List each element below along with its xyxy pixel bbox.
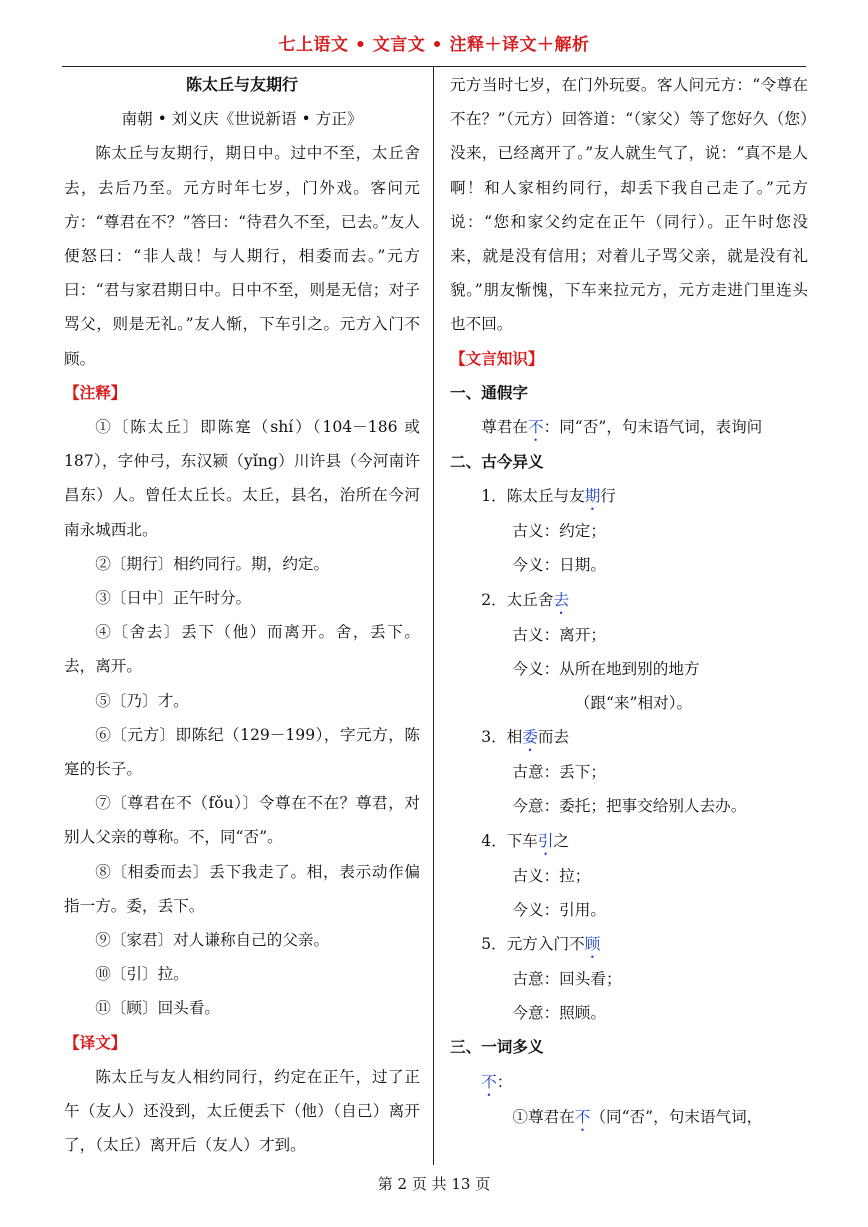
column-divider [433,67,434,1165]
notes-heading: 【注释】 [64,382,127,402]
note-item: ⑦〔尊君在不（fǒu）〕令尊在不在？尊君，对别人父亲的尊称。不，同“否”。 [64,794,420,847]
emphasized-char: 引 [537,831,554,850]
modern-meaning: 今义：引用。 [512,900,606,919]
emphasized-char: 去 [553,590,570,609]
modern-meaning-extra: （跟“来”相对）。 [574,694,693,713]
emphasized-char: 委 [522,728,538,747]
note-item: ⑧〔相委而去〕丢下我走了。相，表示动作偏指一方。委，丢下。 [64,862,420,915]
modern-meaning: 今义：从所在地到别的地方 [512,659,700,678]
original-text: 陈太丘与友期行，期日中。过中不至，太丘舍去，去后乃至。元方时年七岁，门外戏。客问元方：“尊君在不？”答曰：“待君久不至，已去。”友人便怒曰：“非人哉！与人期行，相委而去。”元方曰：“君与家君期日中。日中不至，则是无信；对子骂父，则是无礼。”友人惭，下车引之。元方入门不顾。 [64,144,420,368]
gujin-item: 4．下车引之 [481,831,570,850]
note-item: ②〔期行〕相约同行。期，约定。 [95,554,330,573]
header-rule [62,66,806,67]
translation-text: 陈太丘与友人相约同行，约定在正午，过了正午（友人）还没到，太丘便丢下（他）（自己）离开了，（太丘）离开后（友人）才到。 [64,1067,420,1155]
emphasized-char: 不 [481,1072,497,1091]
ancient-meaning: 古义：约定； [512,522,606,541]
note-item: ③〔日中〕正午时分。 [95,589,252,608]
note-item: ⑥〔元方〕即陈纪（129－199），字元方，陈寔的长子。 [64,725,420,779]
note-item: ⑪〔顾〕回头看。 [95,999,220,1018]
note-item: ①〔陈太丘〕即陈寔（shí）（104－186 或 187），字仲弓，东汉颍（yǐng）川许县（今河南许昌东）人。曾任太丘长。太丘，县名，治所在今河南永城西北。 [64,418,420,539]
translation-continued: 元方当时七岁，在门外玩耍。客人问元方：“令尊在不在？”（元方）回答道：“（家父）等了您好久（您）没来，已经离开了。”友人就生气了，说：“真不是人啊！和人家相约同行，却丢下我自己走了。”元方说：“您和家父约定在正午（同行）。正午时您没来，就是没有信用；对着儿子骂父亲，就是没有礼貌。”朋友惭愧，下车来拉元方，元方走进门里连头也不回。 [450,76,808,334]
gujin-item: 5．元方入门不顾 [481,935,601,954]
page-header-title: 七上语文 • 文言文 • 注释＋译文＋解析 [278,35,590,55]
knowledge-heading: 【文言知识】 [450,348,544,368]
article-title: 陈太丘与友期行 [185,75,298,94]
note-item: ④〔舍去〕丢下（他）而离开。舍，丢下。去，离开。 [64,623,420,676]
section-heading-gujinyiyi: 二、古今异义 [450,452,544,472]
ancient-meaning: 古义：离开； [512,625,606,644]
emphasized-char: 不 [527,418,544,437]
polysemy-item: ①尊君在不（同“否”，句末语气词， [512,1107,763,1126]
page-footer: 第 2 页 共 13 页 [377,1175,491,1193]
gujin-item: 2．太丘舍去 [481,590,570,609]
ancient-meaning: 古义：拉； [512,866,591,885]
translation-heading: 【译文】 [64,1032,127,1052]
section-heading-tongjiazi: 一、通假字 [450,382,528,402]
note-item: ⑤〔乃〕才。 [95,691,189,710]
gujin-item: 1．陈太丘与友期行 [481,487,616,506]
tongjiazi-line: 尊君在不：同“否”，句末语气词，表询问 [481,418,763,437]
right-column [450,68,808,1135]
modern-meaning: 今义：日期。 [512,556,606,575]
modern-meaning: 今意：照顾。 [512,1004,606,1023]
emphasized-char: 不 [574,1107,591,1126]
emphasized-char: 期 [584,487,601,506]
article-source: 南朝 • 刘义庆《世说新语 • 方正》 [121,110,363,129]
ancient-meaning: 古意：回头看； [512,970,622,989]
left-column [64,68,420,1163]
ancient-meaning: 古意：丢下； [512,763,606,782]
note-item: ⑨〔家君〕对人谦称自己的父亲。 [95,931,330,950]
section-heading-yiciduoyi: 三、一词多义 [450,1037,544,1057]
emphasized-char: 顾 [584,935,601,954]
modern-meaning: 今意：委托；把事交给别人去办。 [512,797,747,816]
gujin-item: 3．相委而去 [481,728,570,747]
polysemy-word: 不： [481,1072,513,1091]
note-item: ⑩〔引〕拉。 [95,965,189,984]
